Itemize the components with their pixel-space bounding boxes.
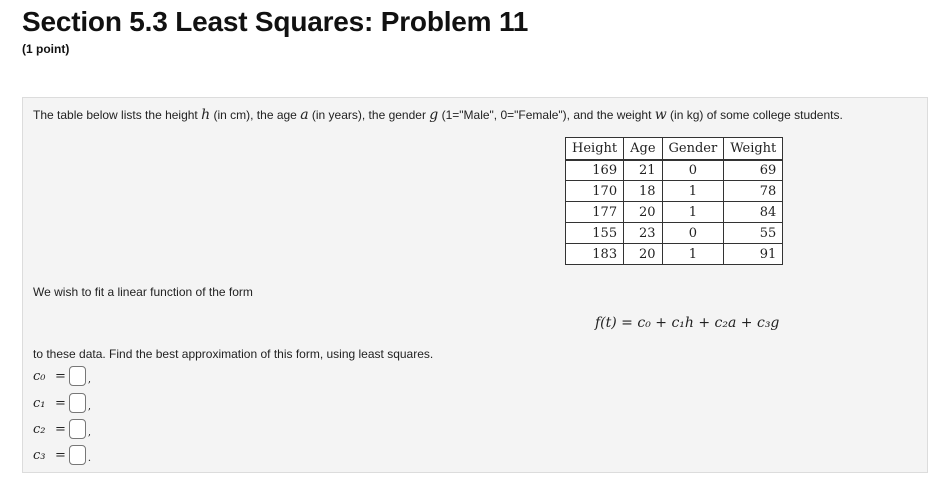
answer-punct: , bbox=[87, 427, 92, 438]
table-cell: 84 bbox=[724, 202, 783, 223]
answer-label: c₃ bbox=[33, 447, 46, 463]
data-table bbox=[565, 137, 783, 265]
table-row bbox=[566, 202, 783, 223]
intro-text: (1="Male", 0="Female"), and the weight bbox=[438, 108, 655, 122]
c1-input[interactable] bbox=[69, 393, 86, 413]
answer-label: c₂ bbox=[33, 421, 46, 437]
table-cell: 155 bbox=[566, 223, 624, 244]
intro-text: (in kg) of some college students. bbox=[666, 108, 843, 122]
table-row bbox=[566, 181, 783, 202]
intro-text: (in cm), the age bbox=[210, 108, 301, 122]
answer-c3-row bbox=[33, 444, 91, 466]
column-header: Weight bbox=[724, 138, 783, 160]
table-cell: 183 bbox=[566, 244, 624, 265]
answer-label: c₁ bbox=[33, 395, 46, 411]
problem-box bbox=[22, 97, 928, 473]
table-cell: 1 bbox=[662, 244, 724, 265]
equals-sign: = bbox=[55, 395, 66, 411]
c0-input[interactable] bbox=[69, 366, 86, 386]
table-cell: 20 bbox=[624, 244, 662, 265]
table-row bbox=[566, 223, 783, 244]
points-label: (1 point) bbox=[22, 42, 70, 56]
table-cell: 170 bbox=[566, 181, 624, 202]
least-squares-instruction: to these data. Find the best approximation of this form, using least squares. bbox=[33, 347, 434, 361]
table-cell: 0 bbox=[662, 160, 724, 181]
var-h: h bbox=[201, 107, 211, 123]
table-cell: 18 bbox=[624, 181, 662, 202]
intro-text: (in years), the gender bbox=[308, 108, 430, 122]
table-cell: 21 bbox=[624, 160, 662, 181]
model-formula: f(t) = c₀ + c₁h + c₂a + c₃g bbox=[595, 315, 780, 331]
table-cell: 55 bbox=[724, 223, 783, 244]
table-cell: 1 bbox=[662, 202, 724, 223]
answer-label: c₀ bbox=[33, 368, 46, 384]
equals-sign: = bbox=[55, 447, 66, 463]
answer-c0-row bbox=[33, 365, 91, 387]
table-row bbox=[566, 244, 783, 265]
table-cell: 78 bbox=[724, 181, 783, 202]
column-header: Height bbox=[566, 138, 624, 160]
page-title: Section 5.3 Least Squares: Problem 11 bbox=[22, 6, 529, 37]
column-header: Gender bbox=[662, 138, 724, 160]
answer-c2-row bbox=[33, 418, 91, 440]
intro-text: The table below lists the height bbox=[33, 108, 202, 122]
table-row bbox=[566, 160, 783, 181]
fit-instruction: We wish to fit a linear function of the form bbox=[33, 285, 253, 299]
c2-input[interactable] bbox=[69, 419, 86, 439]
var-g: g bbox=[429, 107, 439, 123]
equals-sign: = bbox=[55, 421, 66, 437]
table-cell: 20 bbox=[624, 202, 662, 223]
table-cell: 169 bbox=[566, 160, 624, 181]
answer-punct: . bbox=[87, 453, 92, 464]
table-cell: 177 bbox=[566, 202, 624, 223]
var-a: a bbox=[300, 107, 309, 123]
table-cell: 69 bbox=[724, 160, 783, 181]
answer-c1-row bbox=[33, 392, 91, 414]
table-cell: 1 bbox=[662, 181, 724, 202]
column-header: Age bbox=[624, 138, 662, 160]
table-cell: 91 bbox=[724, 244, 783, 265]
problem-intro bbox=[33, 107, 843, 123]
equals-sign: = bbox=[55, 368, 66, 384]
table-header-row bbox=[566, 138, 783, 160]
c3-input[interactable] bbox=[69, 445, 86, 465]
table-cell: 23 bbox=[624, 223, 662, 244]
table-cell: 0 bbox=[662, 223, 724, 244]
answer-punct: , bbox=[87, 374, 92, 385]
var-w: w bbox=[654, 107, 667, 123]
answer-punct: , bbox=[87, 401, 92, 412]
